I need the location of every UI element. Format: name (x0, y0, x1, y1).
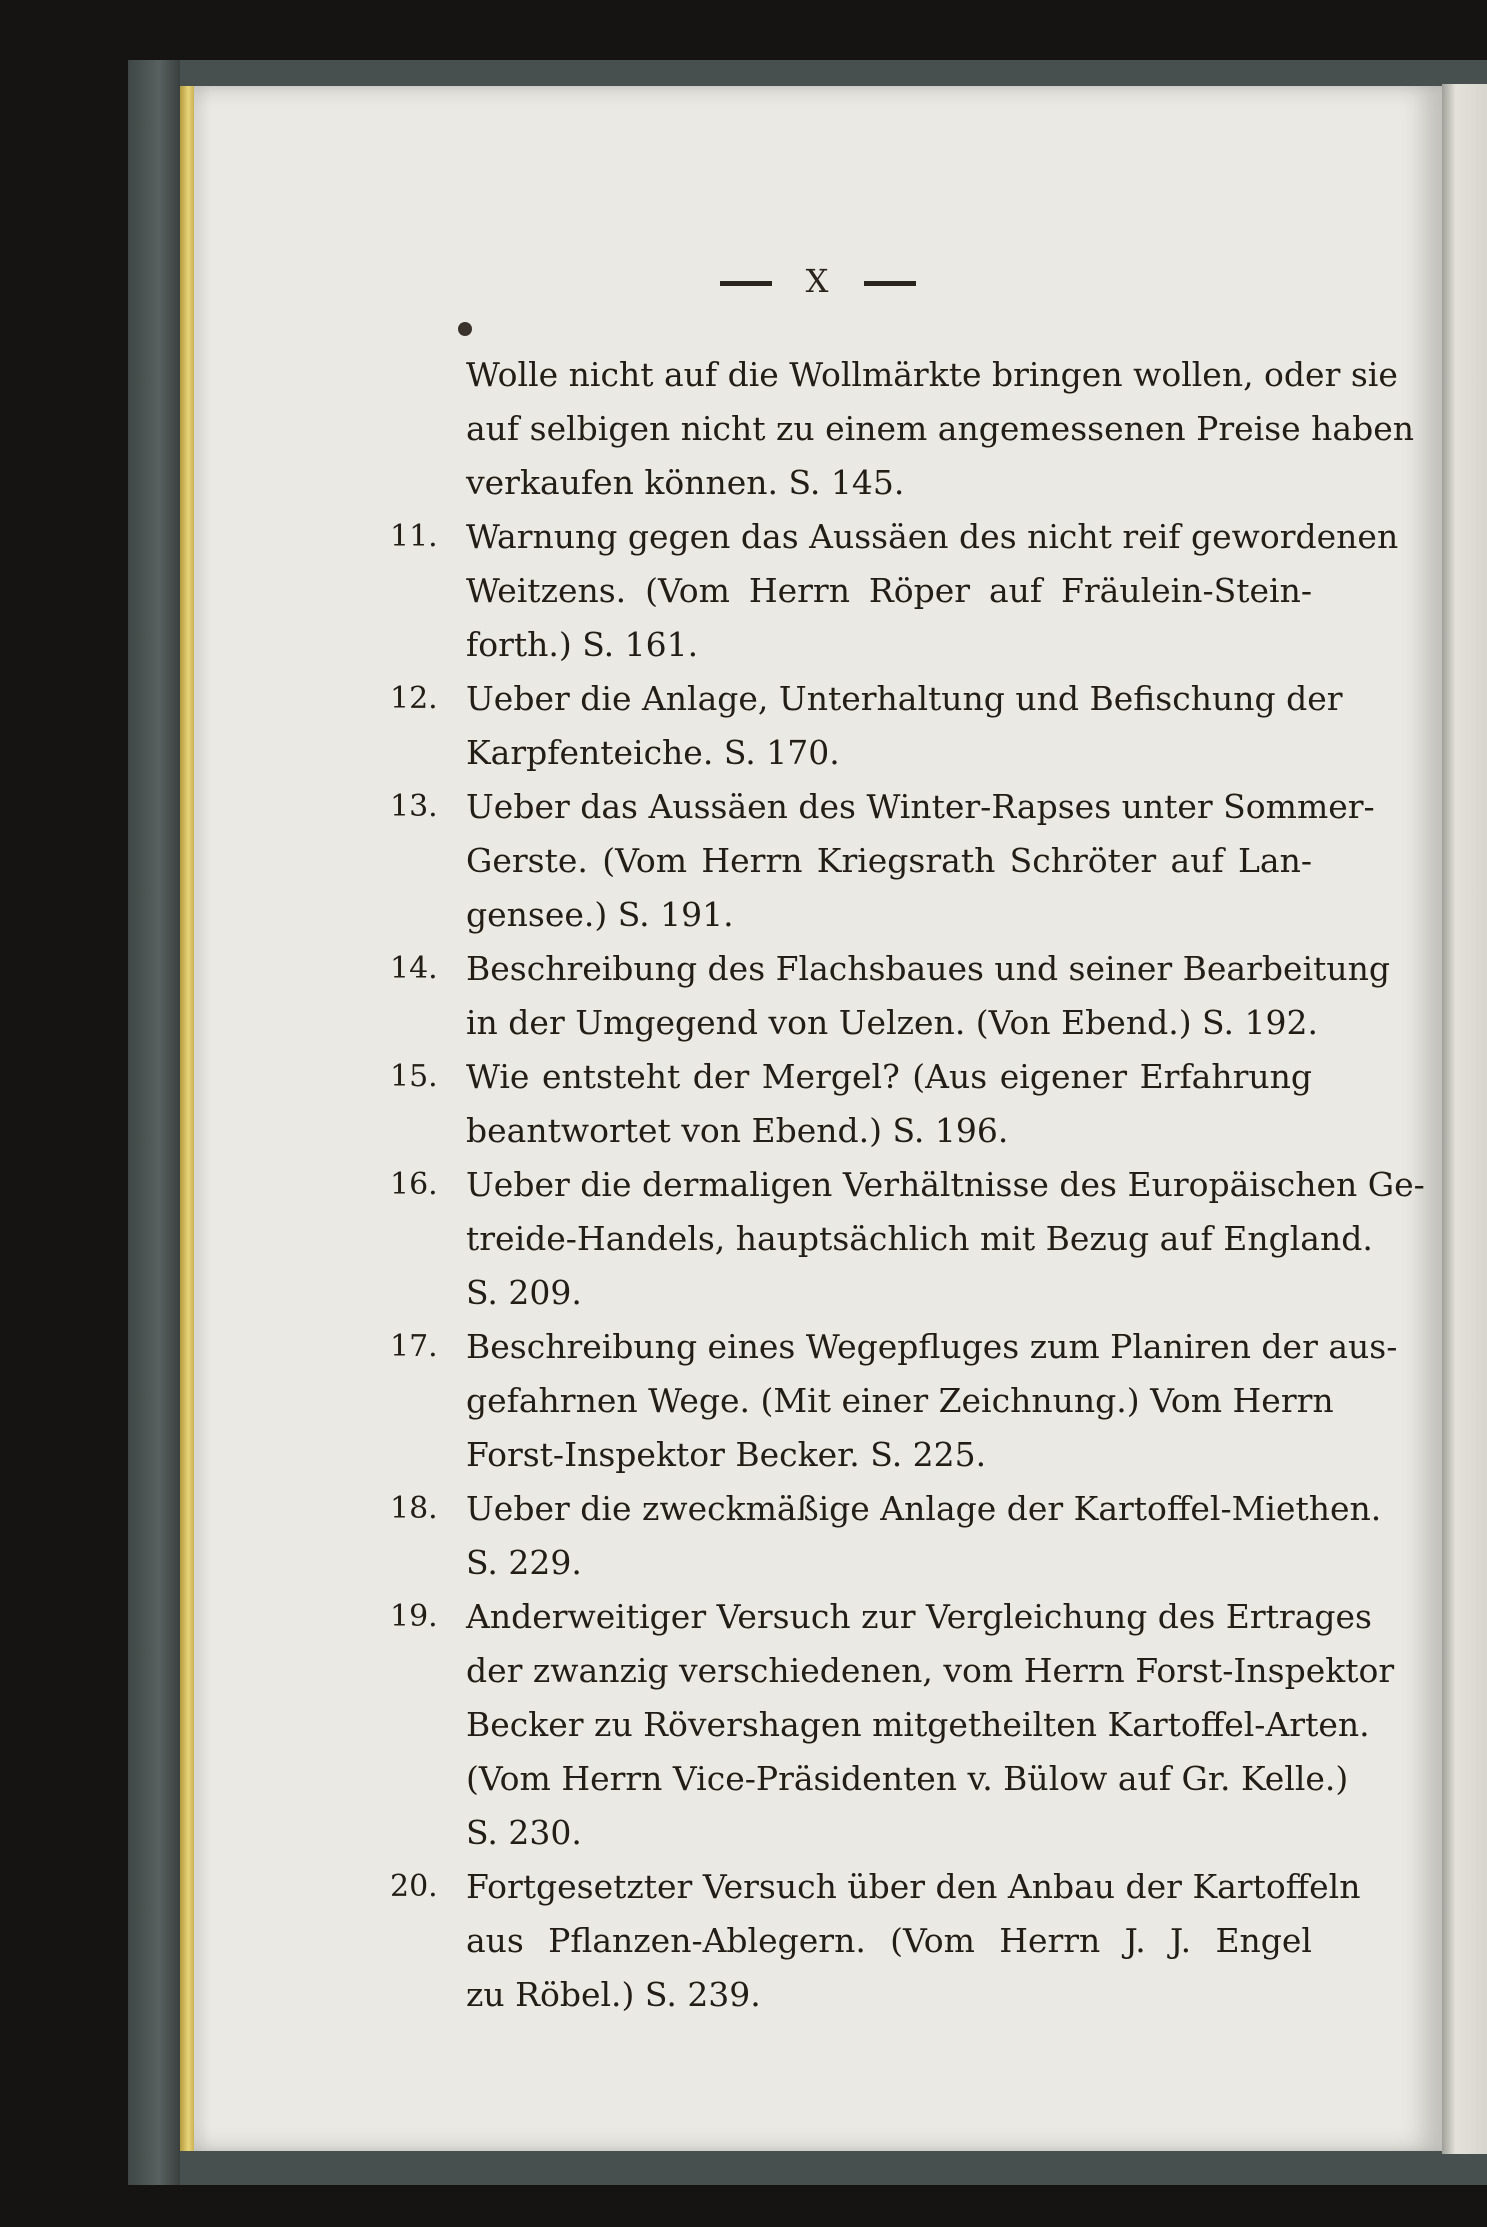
entry-line: verkaufen können. S. 145. (466, 463, 905, 502)
entry-line: S. 229. (466, 1543, 582, 1582)
entry-number: 12. (390, 681, 438, 716)
entry-number: 15. (390, 1059, 438, 1094)
entry-line: Wolle nicht auf die Wollmärkte bringen wollen, oder sie (466, 355, 1398, 394)
header-dash-right (864, 281, 916, 286)
entry-line: zu Röbel.) S. 239. (466, 1975, 761, 2014)
entry-line: S. 209. (466, 1273, 582, 1312)
entry-line: S. 230. (466, 1813, 582, 1852)
entry-line: Warnung gegen das Aussäen des nicht reif gewordenen (466, 517, 1399, 556)
ink-dot (458, 322, 472, 336)
book-page (194, 86, 1442, 2151)
page-header (194, 262, 1442, 300)
entry-line: Forst-Inspektor Becker. S. 225. (466, 1435, 987, 1474)
entry-line: Becker zu Rövershagen mitgetheilten Kartoffel-Arten. (466, 1705, 1370, 1744)
entry-line: (Vom Herrn Vice-Präsidenten v. Bülow auf Gr. Kelle.) (466, 1759, 1349, 1798)
entry-line: forth.) S. 161. (466, 625, 699, 664)
entry-line: gensee.) S. 191. (466, 895, 734, 934)
entry-line: gefahrnen Wege. (Mit einer Zeichnung.) Vom Herrn (466, 1381, 1334, 1420)
page-gilt-edge (180, 86, 194, 2151)
entry-line: auf selbigen nicht zu einem angemessenen Preise haben (466, 409, 1414, 448)
entry-line: Ueber die zweckmäßige Anlage der Kartoffel-Miethen. (466, 1489, 1382, 1528)
entry-line: der zwanzig verschiedenen, vom Herrn Forst-Inspektor (466, 1651, 1395, 1690)
entry-number: 17. (390, 1329, 438, 1364)
entry-line: aus Pflanzen-Ablegern. (Vom Herrn J. J. Engel (466, 1921, 1312, 1960)
entry-line: Weitzens. (Vom Herrn Röper auf Fräulein-Stein- (466, 571, 1312, 610)
entry-number: 16. (390, 1167, 438, 1202)
entry-line: Anderweitiger Versuch zur Vergleichung des Ertrages (466, 1597, 1372, 1636)
entry-line: beantwortet von Ebend.) S. 196. (466, 1111, 1009, 1150)
entry-line: Beschreibung des Flachsbaues und seiner Bearbeitung (466, 949, 1390, 988)
entry-line: Ueber die dermaligen Verhältnisse des Europäischen Ge- (466, 1165, 1425, 1204)
next-page-edge (1442, 84, 1487, 2154)
header-dash-left (720, 281, 772, 286)
entry-number: 20. (390, 1869, 438, 1904)
entry-line: Wie entsteht der Mergel? (Aus eigener Erfahrung (466, 1057, 1312, 1096)
entry-number: 11. (390, 519, 438, 554)
book-spine-edge (128, 60, 180, 2185)
entry-number: 18. (390, 1491, 438, 1526)
entry-number: 13. (390, 789, 438, 824)
entry-number: 14. (390, 951, 438, 986)
entry-line: in der Umgegend von Uelzen. (Von Ebend.) S. 192. (466, 1003, 1318, 1042)
entry-line: Fortgesetzter Versuch über den Anbau der Kartoffeln (466, 1867, 1361, 1906)
entry-line: Ueber die Anlage, Unterhaltung und Befischung der (466, 679, 1343, 718)
entry-line: treide-Handels, hauptsächlich mit Bezug auf England. (466, 1219, 1373, 1258)
entry-line: Ueber das Aussäen des Winter-Rapses unter Sommer- (466, 787, 1375, 826)
entry-line: Beschreibung eines Wegepfluges zum Planiren der aus- (466, 1327, 1398, 1366)
entry-number: 19. (390, 1599, 438, 1634)
entry-line: Karpfenteiche. S. 170. (466, 733, 840, 772)
page-number: X (805, 262, 831, 300)
entry-line: Gerste. (Vom Herrn Kriegsrath Schröter auf Lan- (466, 841, 1312, 880)
